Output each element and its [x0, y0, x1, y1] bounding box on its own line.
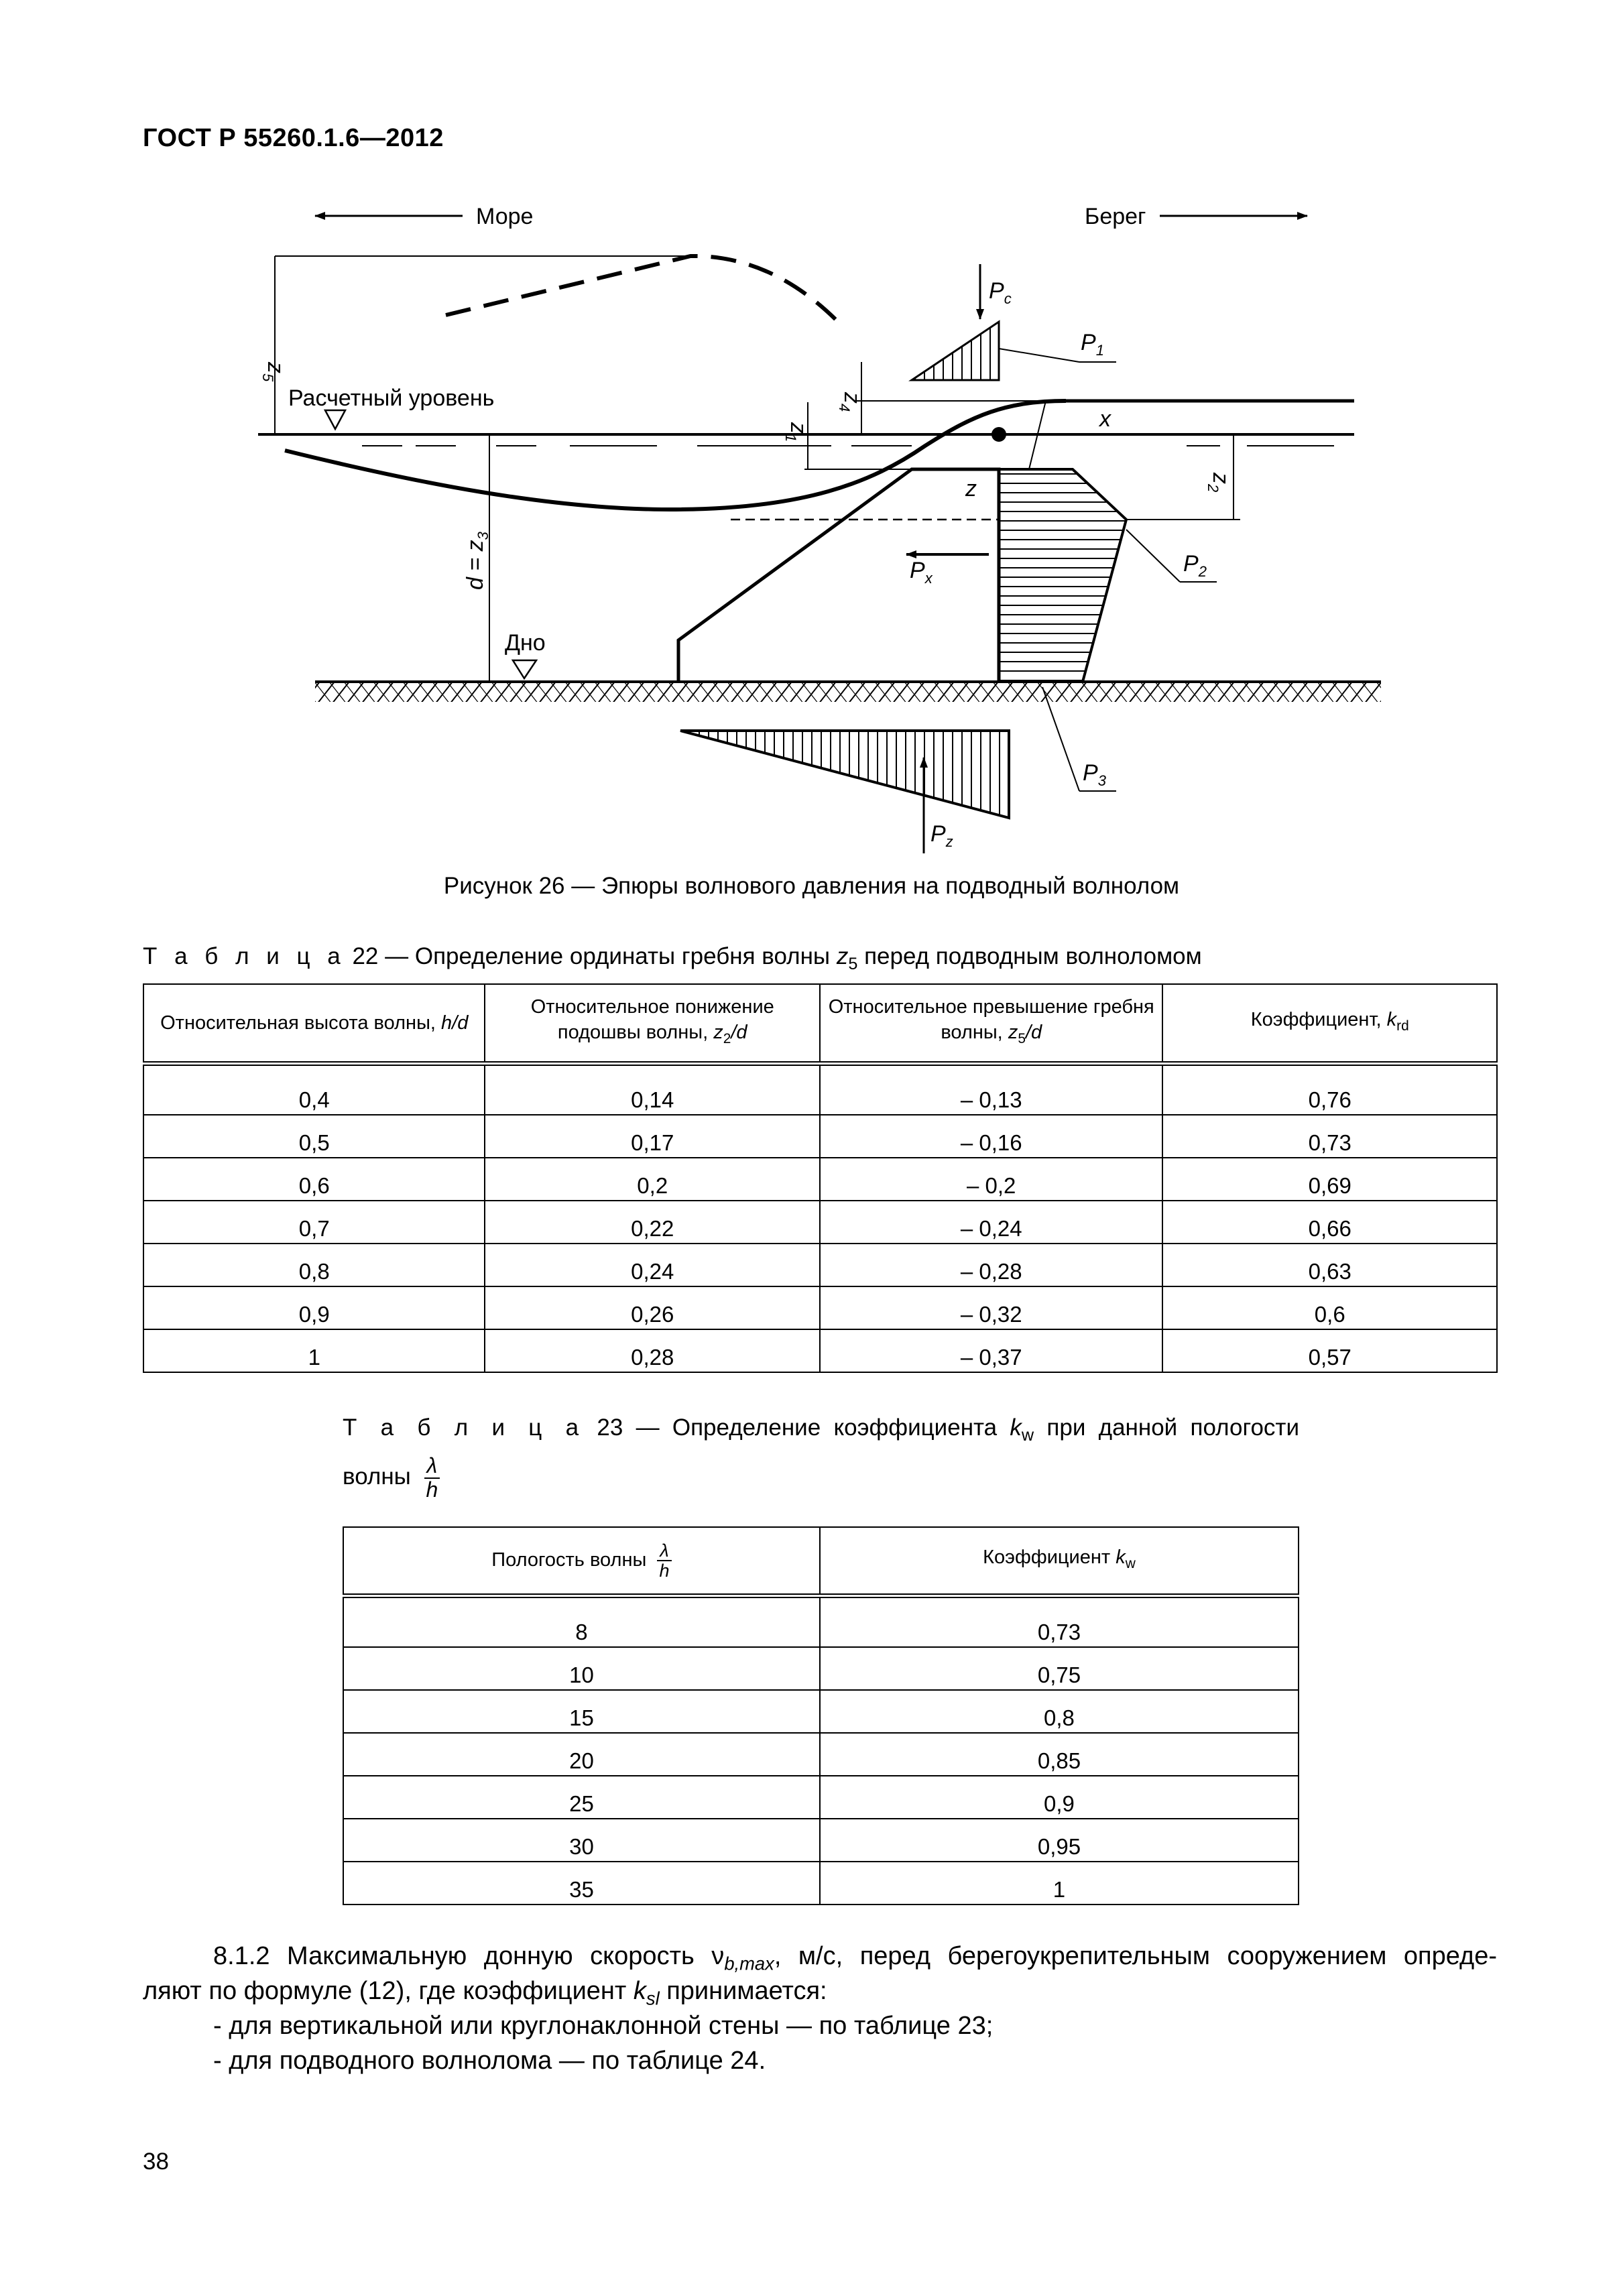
pz-label: $P_z$	[930, 821, 953, 850]
pc-label: $P_c$	[989, 278, 1012, 307]
z-label: z	[965, 476, 977, 501]
table-cell: 1	[143, 1329, 485, 1372]
table22-caption: Т а б л и ц а 22 — Определение ординаты гребня волны $z_5$ перед подводным волноломом	[143, 943, 1202, 973]
table-cell: 25	[343, 1776, 820, 1819]
sea-label: Море	[476, 204, 534, 229]
table-row	[143, 1158, 1497, 1201]
table-row	[343, 1862, 1299, 1905]
p3-pressure-epure	[680, 731, 1009, 818]
x-label: x	[1099, 406, 1111, 432]
table-cell: 0,22	[485, 1201, 820, 1244]
paragraph-8-1-2-line2: ляют по формуле (12), где коэффициент $k_{sl}$ принимается:	[143, 1977, 827, 2009]
table-cell: 8	[343, 1596, 820, 1648]
table-row	[143, 1201, 1497, 1244]
table-cell: 0,9	[820, 1776, 1299, 1819]
table-row	[343, 1690, 1299, 1733]
table-cell: 0,14	[485, 1064, 820, 1115]
table-cell: 0,28	[485, 1329, 820, 1372]
table-22	[143, 983, 1498, 1373]
table-row	[343, 1733, 1299, 1776]
table23-caption-line1: Т а б л и ц а 23 — Определение коэффициента $k_w$ при данной пологости	[343, 1414, 1299, 1445]
seabed	[315, 682, 1381, 702]
list-item: - для подводного волнолома — по таблице 24.	[213, 2047, 766, 2075]
col-header-h-d: Относительная высота волны, h/d	[143, 984, 485, 1064]
table-cell: 0,4	[143, 1064, 485, 1115]
col-header-krd: Коэффициент, $k_{rd}$	[1162, 984, 1497, 1064]
table23-caption-line2: волны $\frac{\lambda}{h}$	[343, 1455, 440, 1501]
table-cell: – 0,28	[820, 1244, 1162, 1286]
table-cell: 0,2	[485, 1158, 820, 1201]
list-item: - для вертикальной или круглонаклонной стены — по таблице 23;	[213, 2012, 994, 2040]
table-cell: 0,66	[1162, 1201, 1497, 1244]
table-cell: 0,95	[820, 1819, 1299, 1862]
table-cell: 0,7	[143, 1201, 485, 1244]
table-cell: 0,26	[485, 1286, 820, 1329]
table-cell: 0,75	[820, 1647, 1299, 1690]
p3-label: $P_3$	[1083, 760, 1106, 789]
table-cell: 0,57	[1162, 1329, 1497, 1372]
table-cell: 0,85	[820, 1733, 1299, 1776]
col-header-steepness: Пологость волны $\frac{\lambda}{h}$	[343, 1527, 820, 1596]
table-cell: – 0,24	[820, 1201, 1162, 1244]
design-level-label: Расчетный уровень	[288, 385, 495, 411]
table-row	[343, 1596, 1299, 1648]
table-cell: 0,5	[143, 1115, 485, 1158]
table-cell: 1	[820, 1862, 1299, 1905]
z1-label: $z_1$	[782, 422, 811, 442]
paragraph-8-1-2-line1: 8.1.2 Максимальную донную скорость $\nu_{b,max}$, м/с, перед берегоукрепительным сооружением опреде-	[213, 1942, 1497, 1974]
document-header: ГОСТ Р 55260.1.6—2012	[143, 124, 444, 152]
table-cell: 0,8	[143, 1244, 485, 1286]
table-cell: 0,6	[143, 1158, 485, 1201]
table-row	[143, 1286, 1497, 1329]
table-header-row	[343, 1527, 1299, 1596]
wave-crest-dashed	[446, 256, 838, 322]
table-cell: 0,76	[1162, 1064, 1497, 1115]
table-row	[143, 1115, 1497, 1158]
table-cell: – 0,37	[820, 1329, 1162, 1372]
table-cell: 0,8	[820, 1690, 1299, 1733]
figure-caption: Рисунок 26 — Эпюры волнового давления на подводный волнолом	[443, 873, 1180, 899]
p2-pressure-epure	[999, 469, 1126, 682]
table-cell: – 0,2	[820, 1158, 1162, 1201]
wave-profile	[285, 401, 1066, 509]
px-label: $P_x$	[910, 558, 933, 587]
table-cell: 0,9	[143, 1286, 485, 1329]
col-header-z5-d: Относительное превышение гребня волны, $z_5/d$	[820, 984, 1162, 1064]
table-cell: 10	[343, 1647, 820, 1690]
bottom-label: Дно	[505, 630, 546, 656]
table-cell: 15	[343, 1690, 820, 1733]
table-cell: – 0,16	[820, 1115, 1162, 1158]
col-header-z2-d: Относительное понижение подошвы волны, $z_2/d$	[485, 984, 820, 1064]
table-cell: 20	[343, 1733, 820, 1776]
table-row	[143, 1244, 1497, 1286]
table-row	[143, 1064, 1497, 1115]
table-cell: 0,69	[1162, 1158, 1497, 1201]
breakwater	[678, 469, 999, 682]
col-header-kw: Коэффициент $k_w$	[820, 1527, 1299, 1596]
z4-label: $z_4$	[836, 392, 865, 412]
z2-label: $z_2$	[1205, 473, 1234, 493]
table-cell: 0,17	[485, 1115, 820, 1158]
z5-label: $z_5$	[259, 362, 288, 382]
table-cell: 35	[343, 1862, 820, 1905]
table-row	[143, 1329, 1497, 1372]
table-cell: 0,24	[485, 1244, 820, 1286]
depth-label: $d = z_3$	[463, 532, 491, 590]
table-header-row	[143, 984, 1497, 1064]
wave-pressure-figure	[0, 201, 1623, 871]
table-cell: – 0,13	[820, 1064, 1162, 1115]
table-cell: – 0,32	[820, 1286, 1162, 1329]
p1-label: $P_1$	[1081, 330, 1104, 359]
table-row	[343, 1776, 1299, 1819]
table-cell: 0,73	[820, 1596, 1299, 1648]
page-number: 38	[143, 2149, 169, 2175]
shore-label: Берег	[1085, 204, 1146, 229]
table-cell: 0,6	[1162, 1286, 1497, 1329]
p2-label: $P_2$	[1183, 551, 1207, 580]
table-row	[343, 1819, 1299, 1862]
table-23	[343, 1526, 1299, 1905]
table-cell: 30	[343, 1819, 820, 1862]
table-cell: 0,73	[1162, 1115, 1497, 1158]
table-cell: 0,63	[1162, 1244, 1497, 1286]
pc-pressure-epure	[912, 322, 999, 380]
table-row	[343, 1647, 1299, 1690]
